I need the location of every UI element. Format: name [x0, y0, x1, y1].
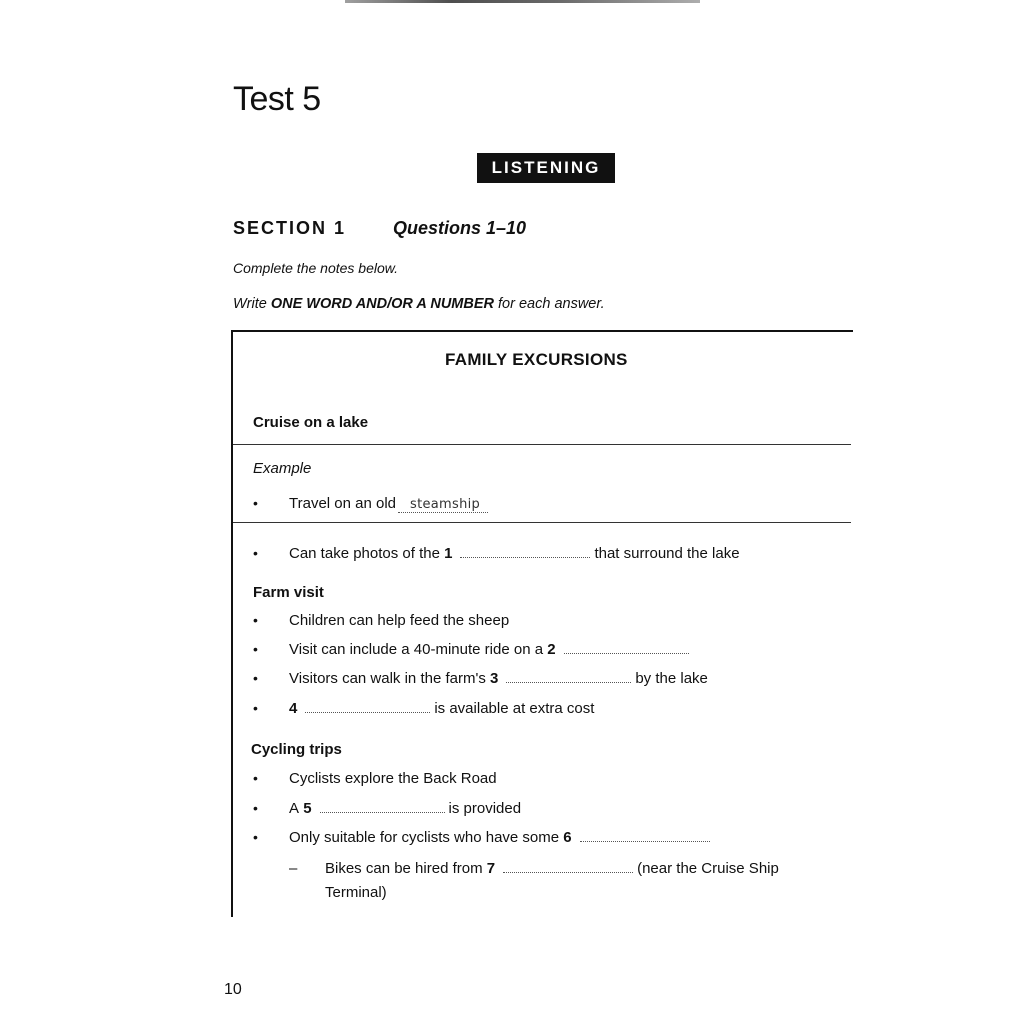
divider-bottom	[233, 522, 851, 523]
section-heading	[233, 218, 526, 239]
bullet-icon: •	[253, 800, 258, 816]
question-number: 6	[563, 829, 572, 846]
question-7-item	[289, 857, 779, 905]
notes-title: FAMILY EXCURSIONS	[445, 350, 628, 369]
subheading-cruise: Cruise on a lake	[253, 414, 369, 431]
question-number: 7	[486, 860, 496, 877]
question-3-item	[253, 670, 708, 687]
instruction-text: for each answer.	[494, 296, 605, 312]
note-text: Can take photos of the	[289, 545, 440, 562]
dash-icon: –	[289, 860, 298, 877]
bullet-icon: •	[253, 770, 258, 786]
notes-box	[231, 330, 853, 917]
note-continuation: Terminal)	[325, 884, 387, 901]
answer-gap-6[interactable]	[580, 840, 710, 842]
example-label: Example	[253, 460, 312, 477]
note-text: Only suitable for cyclists who have some	[289, 829, 560, 846]
bullet-icon: •	[253, 545, 258, 561]
question-1-item	[253, 545, 740, 562]
note-text: Bikes can be hired from	[325, 860, 483, 877]
note-text: Visit can include a 40-minute ride on a	[289, 641, 544, 658]
note-text: is provided	[448, 800, 522, 817]
instruction-text: Write	[233, 296, 271, 312]
note-text: is available at extra cost	[434, 700, 595, 717]
subheading-farm: Farm visit	[253, 584, 324, 601]
bullet-icon: •	[253, 612, 258, 628]
bullet-icon: •	[253, 670, 258, 686]
instruction-complete-notes: Complete the notes below.	[233, 260, 398, 276]
question-5-item	[253, 800, 521, 817]
question-number: 2	[547, 641, 556, 658]
cycling-item-back-road	[253, 770, 497, 787]
instruction-word-limit	[233, 296, 605, 312]
page-number: 10	[224, 981, 242, 998]
question-number: 4	[289, 700, 298, 717]
question-number: 3	[490, 670, 499, 687]
bullet-icon: •	[253, 700, 258, 716]
example-answer: steamship	[398, 497, 488, 513]
bullet-icon: •	[253, 829, 258, 845]
note-text: by the lake	[635, 670, 708, 687]
divider-top	[233, 444, 851, 445]
note-text: that surround the lake	[594, 545, 740, 562]
subheading-cycling: Cycling trips	[251, 741, 342, 758]
note-text: Visitors can walk in the farm's	[289, 670, 486, 687]
scan-edge-artifact	[345, 0, 700, 3]
answer-gap-4[interactable]	[305, 711, 430, 713]
instruction-emphasis: ONE WORD AND/OR A NUMBER	[270, 296, 494, 312]
question-2-item	[253, 641, 693, 658]
listening-badge: LISTENING	[477, 153, 615, 183]
page-title: Test 5	[233, 80, 321, 118]
note-text: Cyclists explore the Back Road	[289, 770, 497, 787]
note-text: A	[289, 800, 300, 817]
bullet-icon: •	[253, 641, 258, 657]
answer-gap-7[interactable]	[503, 871, 633, 873]
answer-gap-2[interactable]	[564, 652, 689, 654]
questions-range: Questions 1–10	[393, 218, 527, 238]
question-4-item	[253, 700, 594, 717]
answer-gap-3[interactable]	[506, 681, 631, 683]
note-text: (near the Cruise Ship	[637, 860, 779, 877]
question-number: 1	[444, 545, 453, 562]
answer-gap-5[interactable]	[320, 811, 445, 813]
example-item	[253, 495, 488, 513]
note-text: Travel on an old	[289, 495, 397, 512]
section-label: SECTION 1	[233, 218, 347, 238]
farm-item-feed-sheep	[253, 612, 509, 629]
question-number: 5	[303, 800, 312, 817]
answer-gap-1[interactable]	[460, 556, 590, 558]
bullet-icon: •	[253, 495, 258, 511]
note-text: Children can help feed the sheep	[289, 612, 510, 629]
question-6-item	[253, 829, 714, 846]
